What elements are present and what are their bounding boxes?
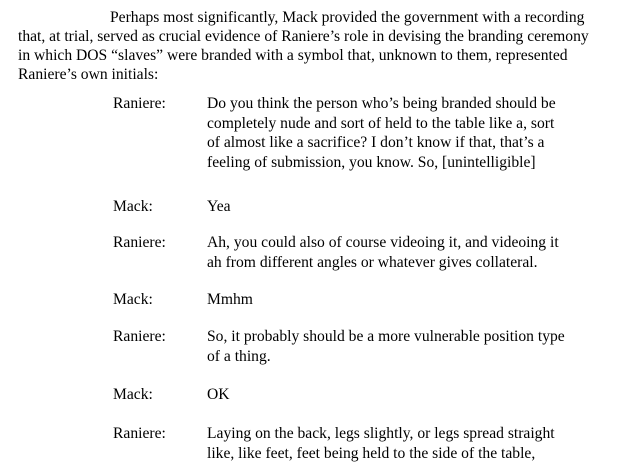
transcript-line: Mmhm xyxy=(207,291,253,308)
speaker-label: Raniere: xyxy=(113,95,166,112)
speaker-label: Raniere: xyxy=(113,425,166,442)
transcript-text xyxy=(207,424,627,463)
transcript-line: OK xyxy=(207,386,230,403)
transcript-line: completely nude and sort of held to the table like a, sort xyxy=(207,114,555,132)
speaker-label: Mack: xyxy=(113,198,153,215)
intro-line: that, at trial, served as crucial evidence of Raniere’s role in devising the branding ceremony xyxy=(18,28,589,45)
transcript-line: feeling of submission, you know. So, [unintelligible] xyxy=(207,153,536,171)
transcript-line: Yea xyxy=(207,198,231,215)
transcript-line: of a thing. xyxy=(207,347,271,365)
transcript-line: ah from different angles or whatever gives collateral. xyxy=(207,253,538,271)
transcript-line: of almost like a sacrifice? I don’t know if that, that’s a xyxy=(207,134,545,151)
transcript-text xyxy=(207,233,627,272)
transcript-text xyxy=(207,385,627,405)
speaker-label: Raniere: xyxy=(113,328,166,345)
transcript-line: Laying on the back, legs slightly, or legs spread straight xyxy=(207,425,555,442)
transcript-line: like, like feet, feet being held to the side of the table, xyxy=(207,444,536,462)
speaker-label: Raniere: xyxy=(113,234,166,251)
transcript-text xyxy=(207,197,627,217)
transcript-line: So, it probably should be a more vulnerable position type xyxy=(207,328,565,345)
transcript-text xyxy=(207,327,627,366)
speaker-label: Mack: xyxy=(113,386,153,403)
intro-paragraph xyxy=(18,8,618,84)
intro-line: in which DOS “slaves” were branded with a symbol that, unknown to them, represented xyxy=(18,47,568,64)
intro-line: Raniere’s own initials: xyxy=(18,66,159,83)
speaker-label: Mack: xyxy=(113,291,153,308)
transcript-line: Ah, you could also of course videoing it, and videoing it xyxy=(207,234,559,251)
transcript-line: Do you think the person who’s being branded should be xyxy=(207,95,556,112)
transcript-text xyxy=(207,94,627,172)
transcript-text xyxy=(207,290,627,310)
intro-line: Perhaps most significantly, Mack provided the government with a recording xyxy=(110,9,585,26)
